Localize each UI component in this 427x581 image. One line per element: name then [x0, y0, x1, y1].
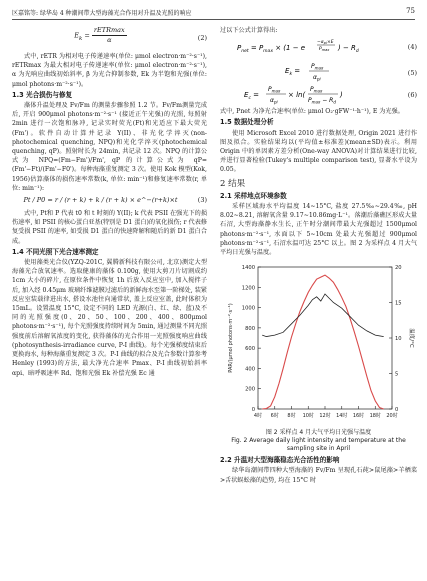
header-title: 区嘉铭等: 绿华岛 4 种潮间带大型海藻光合作用对升温及光照的响应 [12, 10, 192, 17]
section-heading-2-1: 2.1 采样地点环境参数 [220, 191, 287, 200]
x-tick-label: 18时 [369, 413, 381, 420]
svg-text:αpi: $\alpha_{pi}$ [312, 74, 321, 82]
x-tick-label: 10时 [302, 413, 314, 420]
svg-text:−αpi×E: $-\alpha_{pi}\times E$ [316, 40, 334, 46]
x-tick-label: 8时 [287, 413, 296, 420]
eq5-formula [275, 61, 345, 83]
y-left-tick-label: 0 [251, 407, 255, 414]
y-left-tick-label: 1200 [241, 285, 255, 292]
equation-6 [220, 83, 417, 107]
x-tick-label: 16时 [352, 413, 365, 420]
figure-caption-cn: 图 2 采样点 4 月大气平均日光强与温度 [265, 429, 372, 437]
eq4-formula [235, 35, 385, 61]
svg-text:Pmax: $P_{max}$ [318, 47, 329, 53]
eq3-number: (3) [197, 196, 207, 205]
paragraph: 过以下公式计算得出: [220, 27, 278, 34]
section-heading-1-3: 1.3 光合损伤与修复 [12, 90, 73, 99]
x-tick-label: 14时 [336, 413, 348, 420]
y-right-tick-label: 20 [395, 265, 402, 272]
svg-text:Pmax: $P_{max}$ [310, 63, 323, 71]
y-left-tick-label: 800 [245, 326, 255, 333]
y-left-tick-label: 200 [245, 386, 255, 393]
eq2-num: rETRmax [92, 26, 127, 36]
paragraph: 式中, Pnet 为净光合速率(单位: μmol O₂·gFW⁻¹·h⁻¹), E 为光强。 [220, 108, 404, 116]
svg-text:) − Rd: ) − $R_d$ [337, 44, 359, 55]
eq6-number: (6) [407, 91, 417, 100]
y-right-tick-label: 5 [395, 371, 399, 378]
eq2-lhs: E [74, 31, 80, 40]
left-column [12, 26, 207, 378]
section-heading-1-5: 1.5 数据处理分析 [220, 118, 274, 127]
eq6-body [220, 83, 399, 110]
page-number: 75 [406, 7, 415, 15]
eq2-den: α [107, 36, 112, 45]
eq4-number: (4) [407, 43, 417, 52]
svg-text:): ) [339, 91, 343, 100]
figure-caption-en: Fig. 2 Average daily light intensity and temperature at the sampling site in April [231, 437, 406, 453]
x-tick-label: 12时 [319, 413, 331, 420]
y-left-axis-label: PAR/(μmol photons·m⁻²·s⁻¹) [228, 303, 234, 373]
y-left-tick-label: 1000 [241, 305, 255, 312]
x-tick-label: 4时 [253, 413, 263, 420]
section-heading-2-2: 2.2 升温对大型海藻稳态光合活性的影响 [220, 456, 340, 465]
y-right-tick-label: 10 [395, 336, 402, 343]
eq2-sub: k [79, 36, 83, 42]
y-right-tick-label: 0 [395, 407, 399, 414]
svg-text:× ln(: × ln( [287, 91, 305, 100]
equation-3 [12, 193, 207, 209]
equation-5 [220, 61, 417, 83]
paragraph: 绿华岛潮间带四种大型海藻的 Fv/Fm 呈现孔石莼>鼠尾藻>羊栖菜>舌状蜈蚣藻的趋势, 均在 15°C 时 [220, 467, 417, 484]
equation-2: $E_k$ = $\frac{\text{rETRmax}}{\alpha}$ (2) [74, 26, 207, 45]
eq4-body [220, 35, 399, 64]
svg-text:Pmax − Rd: $P_{max} - R_d$ [307, 97, 336, 105]
line-chart [220, 259, 417, 429]
svg-text:Ek =: $E_k$ = [284, 67, 300, 78]
y-left-tick-label: 400 [245, 366, 255, 373]
x-tick-label: 6时 [270, 413, 279, 420]
paragraph: 藻体升温处理及 Fv/Fm 的测量步骤参照 1.2 节。Fv/Fm测量完成后, 开启 900μmol photons·m⁻²·s⁻¹ (接近正午光强)的光照, 每照射 2min 进行一次饱和脉冲, 记录实时荧光(Ft)和光适应下最大荧光(Fm')。软件自动计算并记录 Y(II)、非光化学淬灭(non-photochemical quenching, NPQ)和光化学淬灭(photochemical quenching, qP)。照射时长为 24min, 共记录 12 次。NPQ 的计算公式为 NPQ=(Fm−Fm')/Fm', qP 的计算公式为 qP=(Fm'−Ft)/(Fm'−F0')。每种海藻重复测定 3 次。使用 Kok 模型(Kok, 1956)估算藻体的损伤速率常数(k, 单位: min⁻¹)和修复速率常数(r, 单位: min⁻¹): [12, 102, 207, 192]
y-left-tick-label: 600 [245, 346, 255, 353]
eq6-formula [240, 83, 380, 107]
section-heading-2: 2 结果 [220, 178, 246, 189]
y-right-axis-label: 温度/°C [408, 328, 414, 348]
eq2-number: (2) [197, 34, 207, 42]
paragraph: 使用 Microsoft Excel 2010 进行数据处理, Origin 2021 进行作图及拟合。实验结果均以(平均值±标准差)(mean±SD)表示。利用 Origin 中的单因素方差分析(One-way ANOVA)对计算结果进行比较, 并进行显著检验(Tukey's multiple comparison test), 显著水平设为 0.05。 [220, 129, 417, 174]
x-tick-label: 20时 [386, 413, 398, 420]
section-heading-1-4: 1.4 不同光照下光合速率测定 [12, 247, 99, 256]
eq5-number: (5) [407, 69, 417, 78]
svg-text:Pmax: $P_{max}$ [267, 86, 280, 94]
paragraph: 采样区域海水平均温度 14~15°C, 盐度 27.5‰~29.4‰, pH 8.02~8.21, 溶解氧含量 9.17~10.86mg·L⁻¹。落潮后藻礁区形成大量石沼, 大型海藻静水生长, 正午时分潮间带最大光强超过 1500μmol photons·m⁻²·s⁻¹, 水面以下 5~10cm 处最大光强超过 900μmol photons·m⁻²·s⁻¹, 石沼水温可达 25°C 以上。图 2 为采样点 4 月大气平均日光强与温度。 [220, 203, 417, 257]
paragraph: 使用藻类光合仪(YZQ-201C, 翼腾新科技有限公司, 北京)测定大型海藻光合放氧速率。选取健康的藻体 0.100g, 使用大剪刀片切割成约 1cm 大小的碎片, 在原位条件中恢复 1h 后放入反应室中, 加入搅拌子后, 加入经 0.45μm 玻璃纤维滤膜过滤后的新鲜海水至第一阶梯处, 装紧反应室装载律进出水, 搭设水池往向通常状, 盖上反应室盖, 此时体积为 15mL。设置温度 15°C, 设定不同的 LED 光源(白、红、绿、蓝)及不同的光照强度(0、20、50、100、200、400、800μmol photons·m⁻²·s⁻¹), 每个光照强度持续时间为 5min, 通过测量不同光照强度前后溶解氧浓度的变化, 获得藻体的光合作用一光照强度响应曲线(photosynthesis-irradiance curve, P-I 曲线)。每个光强梯度结束后更换海水, 每种海藻重复测定 3 次。P-I 曲线的拟合及光合参数计算参考 Henley (1993)的方法, 最大净光合速率 Pmax、P-I 曲线初始斜率 αpi、暗呼吸速率 Rd、饱和光强 Ek 补偿光强 Ec 通 [12, 259, 207, 377]
svg-text:Pmax: $P_{max}$ [309, 86, 322, 94]
y-right-tick-label: 15 [395, 300, 402, 307]
eq3-body: Pt / P0 = r / (r + k) + k / (r + k) × e^−(r+k)×t [23, 196, 178, 205]
svg-text:Pnet = Pmax × (1 − e: $P_{net} = P_{max} \times (1 - e$ [236, 44, 305, 55]
svg-text:Ec =: $E_c$ = [243, 91, 259, 102]
paragraph: 式中, Pt和 P 代表 t0 和 t 时刻的 Y(II); k 代表 PSII 在强光下的损伤速率, 如 PSII 的核心蛋白亚基(特别是 D1 蛋白)的氧化损伤; r 代表修复受损 PSII 的速率, 如受损 D1 蛋白的快速降解和随后的新 D1 蛋白合成。 [12, 210, 207, 245]
figure-2 [220, 259, 417, 429]
running-header [12, 7, 415, 20]
equation-4 [220, 35, 417, 61]
series-line-temperature [262, 294, 383, 337]
series-line-par [262, 275, 383, 409]
paragraph: 式中, rETR 为相对电子传递速率(单位: μmol electron·m⁻²·s⁻¹), rETRmax 为最大相对电子传递速率(单位: μmol electron·m⁻²·s⁻¹), α 为光响应曲线初始斜率, β 为光合抑制参数, Ek 为半饱和光强(单位: μmol photons·m⁻²·s⁻¹)。 [12, 53, 207, 88]
y-left-tick-label: 1400 [241, 265, 255, 272]
svg-text:αpi: $\alpha_{pi}$ [269, 97, 278, 105]
right-column [220, 26, 417, 485]
